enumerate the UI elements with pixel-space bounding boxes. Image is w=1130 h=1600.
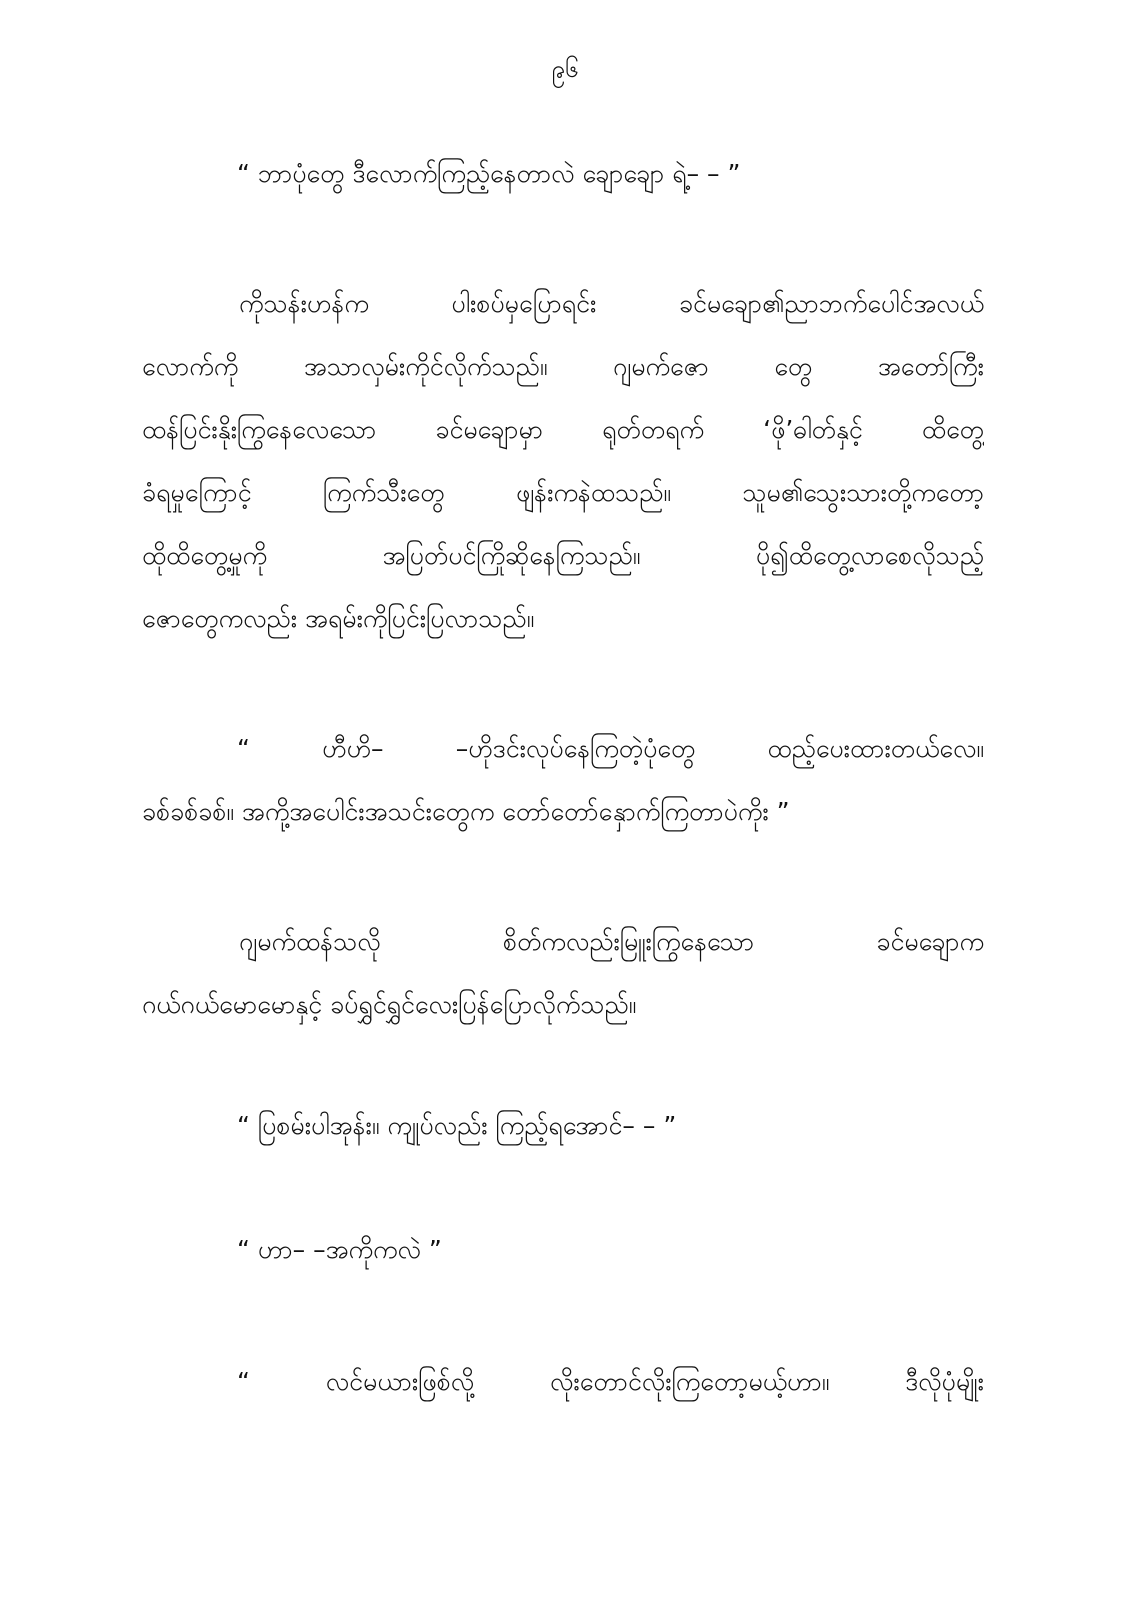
text-line: “ ဟီဟိ– –ဟိုဒင်းလုပ်နေကြတဲ့ပုံတွေ ထည့်ပေးထားတယ်လေ။ [237, 734, 984, 763]
narration-paragraph-1 [142, 272, 984, 650]
text-line: ဂျမက်ထန်သလို စိတ်ကလည်းမြူးကြွနေသော ခင်မချောက [239, 927, 984, 956]
dialogue-paragraph-3 [142, 1094, 984, 1157]
text-line: ခံရမှုကြောင့် ကြက်သီးတွေ ဖျန်းကနဲထသည်။ သူမ၏သွေးသားတို့ကတော့ [142, 478, 984, 507]
dialogue-paragraph-5 [142, 1350, 984, 1413]
narration-paragraph-2 [142, 910, 984, 1036]
text-line: ဂယ်ဂယ်မောမောနှင့် ခပ်ရွှင်ရွှင်လေးပြန်ပြောလိုက်သည်။ [142, 990, 637, 1019]
text-line: ဇောတွေကလည်း အရမ်းကိုပြင်းပြလာသည်။ [142, 604, 535, 633]
text-line: “ လင်မယားဖြစ်လို့ လိုးတောင်လိုးကြတော့မယ့်ဟာ။ ဒီလိုပုံမျိုး [237, 1367, 984, 1396]
text-line: ခစ်ခစ်ခစ်။ အကို့အပေါင်းအသင်းတွေက တော်တော်နှောက်ကြတာပဲကိုး ” [142, 797, 790, 826]
dialogue-paragraph-2 [142, 717, 984, 843]
page-number: ၉၆ [551, 55, 579, 83]
text-line: ထန်ပြင်းနိုးကြွနေလေသော ခင်မချောမှာ ရုတ်တရက် ‘ဖို’ဓါတ်နှင့် ထိတွေ့ [142, 415, 984, 444]
dialogue-paragraph-4 [142, 1218, 984, 1281]
text-line: “ ပြစမ်းပါအုန်း။ ကျုပ်လည်း ကြည့်ရအောင်– – ” [237, 1111, 677, 1140]
text-line: လောက်ကို အသာလှမ်းကိုင်လိုက်သည်။ ဂျမက်ဇော တွေ အတော်ကြီး [142, 352, 984, 381]
text-line: “ ဟာ– –အကိုကလဲ ” [237, 1235, 442, 1264]
text-line: ကိုသန်းဟန်က ပါးစပ်မှပြောရင်း ခင်မချော၏ညာဘက်ပေါင်အလယ် [239, 289, 984, 318]
text-line: ထိုထိတွေ့မှုကို အပြတ်ပင်ကြိုဆိုနေကြသည်။ ပို၍ထိတွေ့လာစေလိုသည့် [142, 541, 984, 570]
text-line: “ ဘာပုံတွေ ဒီလောက်ကြည့်နေတာလဲ ချောချော ရဲ့– – ” [237, 159, 741, 188]
dialogue-paragraph-1 [142, 142, 984, 205]
